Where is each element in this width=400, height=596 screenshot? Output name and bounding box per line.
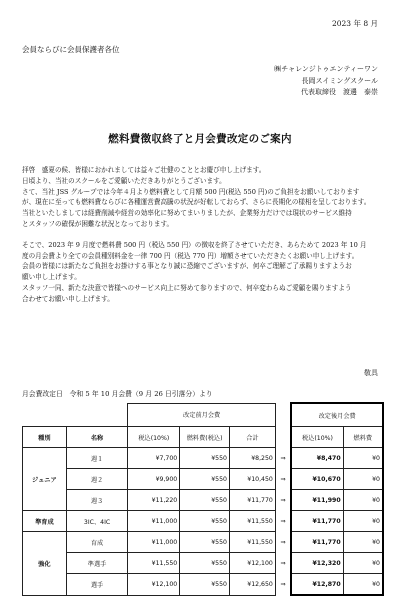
body-line: 会員の皆様には新たなご負担をお掛けする事となり誠に恐縮でございますが、何卒ご理解ご了承賜りますようお: [22, 262, 352, 271]
row-after-fuel: ¥0: [343, 469, 383, 490]
header-after-tax: 税込(10%): [291, 427, 343, 448]
row-after-fuel: ¥0: [343, 532, 383, 553]
row-after-fuel: ¥0: [343, 448, 383, 469]
sender-school: 長岡スイミングスクール: [301, 76, 378, 85]
table-row: [23, 532, 384, 553]
row-fuel: ¥550: [180, 553, 230, 574]
row-name: 育成: [66, 532, 128, 553]
body-line: 拝啓 盛夏の候、皆様におかれましては益々ご壮健のこととお慶び申し上げます。: [22, 166, 266, 174]
table-caption: 月会費改定日 令和 5 年 10 月会費（9 月 26 日引落分）より: [22, 390, 213, 398]
arrow-icon: ⇒: [275, 490, 291, 511]
body-line: 合わせてお願い申し上げます。: [22, 294, 114, 303]
header-name: 名称: [66, 427, 128, 448]
row-before: ¥9,900: [128, 469, 180, 490]
arrow-icon: ⇒: [275, 511, 291, 532]
row-name: 選手: [66, 574, 128, 596]
arrow-icon: ⇒: [275, 532, 291, 553]
row-after: ¥11,990: [291, 490, 343, 511]
letter-body: [22, 165, 384, 305]
fee-table: [22, 402, 384, 596]
row-fuel: ¥550: [180, 490, 230, 511]
row-name: 週２: [66, 469, 128, 490]
row-name: 準選手: [66, 553, 128, 574]
header-type: 種別: [23, 427, 67, 448]
header-total: 合計: [230, 427, 276, 448]
table-row: [23, 490, 384, 511]
row-after-fuel: ¥0: [343, 511, 383, 532]
table-row: [23, 553, 384, 574]
body-line: そこで、2023 年 9 月度で燃料費 500 円（税込 550 円）の徴収を終了させていただき、あらためて 2023 年 10 月: [22, 240, 367, 249]
row-name: 3IC、4IC: [66, 511, 128, 532]
body-line: 当社といたしましては経費削減や経営の効率化に努めてまいりましたが、企業努力だけでは現状のサービス維持: [22, 209, 352, 218]
body-line: 日頃より、当社のスクールをご愛顧いただきありがとうございます。: [22, 176, 226, 185]
row-fuel: ¥550: [180, 448, 230, 469]
row-fuel: ¥550: [180, 574, 230, 596]
table-row: [23, 511, 384, 532]
row-after-fuel: ¥0: [343, 490, 383, 511]
body-line: が、現在に至っても燃料費ならびに各種運営費高騰の状況が好転しておらず、さらに長期化の様相を呈しております。: [22, 198, 371, 207]
arrow-icon: ⇒: [275, 574, 291, 596]
table-row: [23, 574, 384, 596]
table-row: [23, 469, 384, 490]
row-name: 週３: [66, 490, 128, 511]
paragraph-gap: [22, 230, 384, 240]
arrow-icon: ⇒: [275, 448, 291, 469]
row-total: ¥11,550: [230, 532, 276, 553]
row-name: 週１: [66, 448, 128, 469]
row-after: ¥8,470: [291, 448, 343, 469]
closing-keigu: 敬具: [364, 369, 378, 377]
row-total: ¥10,450: [230, 469, 276, 490]
arrow-icon: ⇒: [275, 469, 291, 490]
header-before-tax: 税込(10%): [128, 427, 180, 448]
body-line: さて、当社 JSS グループでは今年４月より燃料費として月額 500 円(税込 550 円)のご負担をお願いしております: [22, 187, 360, 196]
row-before: ¥11,000: [128, 511, 180, 532]
body-line: 願い申し上げます。: [22, 273, 81, 282]
row-total: ¥8,250: [230, 448, 276, 469]
row-before: ¥11,220: [128, 490, 180, 511]
row-after: ¥11,770: [291, 511, 343, 532]
body-line: 度の月会費より全ての会員種別料金を一律 700 円（税込 770 円）増額させていただきたくお願い申し上げます。: [22, 251, 359, 260]
row-total: ¥12,650: [230, 574, 276, 596]
document-title: 燃料費徴収終了と月会費改定のご案内: [108, 133, 292, 145]
row-before: ¥7,700: [128, 448, 180, 469]
row-fuel: ¥550: [180, 532, 230, 553]
row-total: ¥11,770: [230, 490, 276, 511]
row-after: ¥12,320: [291, 553, 343, 574]
document-date: 2023 年 8 月: [331, 19, 378, 28]
group-after-label: 改定後月会費: [291, 403, 383, 427]
table-row: [23, 448, 384, 469]
type-semi-development: 準育成: [23, 511, 67, 532]
sender-company: ㈱チャレンジトゥエンティーワン: [274, 65, 378, 73]
row-before: ¥11,000: [128, 532, 180, 553]
sender-representative: 代表取締役 渡邊 泰崇: [301, 88, 378, 96]
column-header-row: [23, 427, 384, 448]
row-total: ¥12,100: [230, 553, 276, 574]
sender-block: [274, 64, 378, 99]
arrow-icon: ⇒: [275, 553, 291, 574]
row-fuel: ¥550: [180, 469, 230, 490]
row-before: ¥11,550: [128, 553, 180, 574]
row-fuel: ¥550: [180, 511, 230, 532]
body-line: スタッフ一同、新たな決意で皆様へのサービス向上に努めて参りますので、何卒変わらぬご愛顧を賜りますよう: [22, 283, 352, 292]
body-line: とスタッフの確保が困難な状況となっております。: [22, 219, 174, 228]
type-junior: ジュニア: [23, 448, 67, 511]
group-header-row: [23, 403, 384, 427]
row-after-fuel: ¥0: [343, 553, 383, 574]
row-total: ¥11,550: [230, 511, 276, 532]
header-after-fuel: 燃料費: [343, 427, 383, 448]
row-after: ¥10,670: [291, 469, 343, 490]
row-after: ¥12,870: [291, 574, 343, 596]
row-after: ¥11,770: [291, 532, 343, 553]
group-before-label: 改定前月会費: [128, 403, 275, 427]
header-fuel: 燃料費(税込): [180, 427, 230, 448]
addressee: 会員ならびに会員保護者各位: [22, 45, 120, 54]
row-after-fuel: ¥0: [343, 574, 383, 596]
type-reinforcement: 強化: [23, 532, 67, 596]
row-before: ¥12,100: [128, 574, 180, 596]
